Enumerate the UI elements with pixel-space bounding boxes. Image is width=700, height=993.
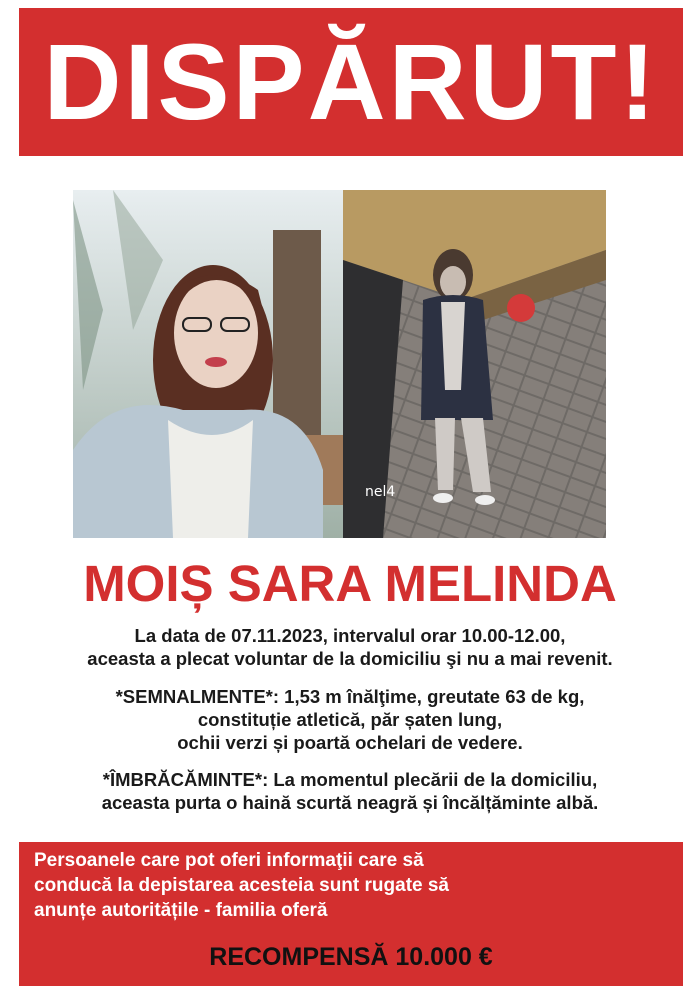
footer-line: conducă la depistarea acesteia sunt rugate să — [34, 875, 450, 896]
portrait-photo — [73, 190, 343, 538]
intro-line: aceasta a plecat voluntar de la domiciliu şi nu a mai revenit. — [87, 648, 613, 669]
clothing-paragraph — [0, 768, 700, 814]
footer-line: anunțe autoritățile - familia oferă — [34, 900, 328, 921]
person-name: MOIȘ SARA MELINDA — [83, 555, 617, 612]
intro-line: La data de 07.11.2023, intervalul orar 10.00-12.00, — [134, 625, 566, 646]
clothing-line: *ÎMBRĂCĂMINTE*: La momentul plecării de la domiciliu, — [102, 769, 598, 790]
footer-line: Persoanele care pot oferi informaţii care să — [34, 850, 424, 871]
header-banner — [19, 8, 683, 156]
page-title: DISPĂRUT! — [43, 21, 659, 142]
description-line: ochii verzi și poartă ochelari de vedere. — [177, 732, 523, 753]
cctv-photo — [343, 190, 606, 538]
description-line: constituție atletică, păr șaten lung, — [197, 709, 503, 730]
clothing-line: aceasta purta o haină scurtă neagră și încălțăminte albă. — [101, 792, 599, 813]
description-line: *SEMNALMENTE*: 1,53 m înălţime, greutate 63 de kg, — [115, 686, 585, 707]
description-paragraph — [0, 685, 700, 754]
reward-text: RECOMPENSĂ 10.000 € — [209, 943, 493, 971]
camera-label: nel4 — [365, 484, 396, 500]
footer-banner — [19, 842, 683, 986]
intro-paragraph — [0, 624, 700, 670]
